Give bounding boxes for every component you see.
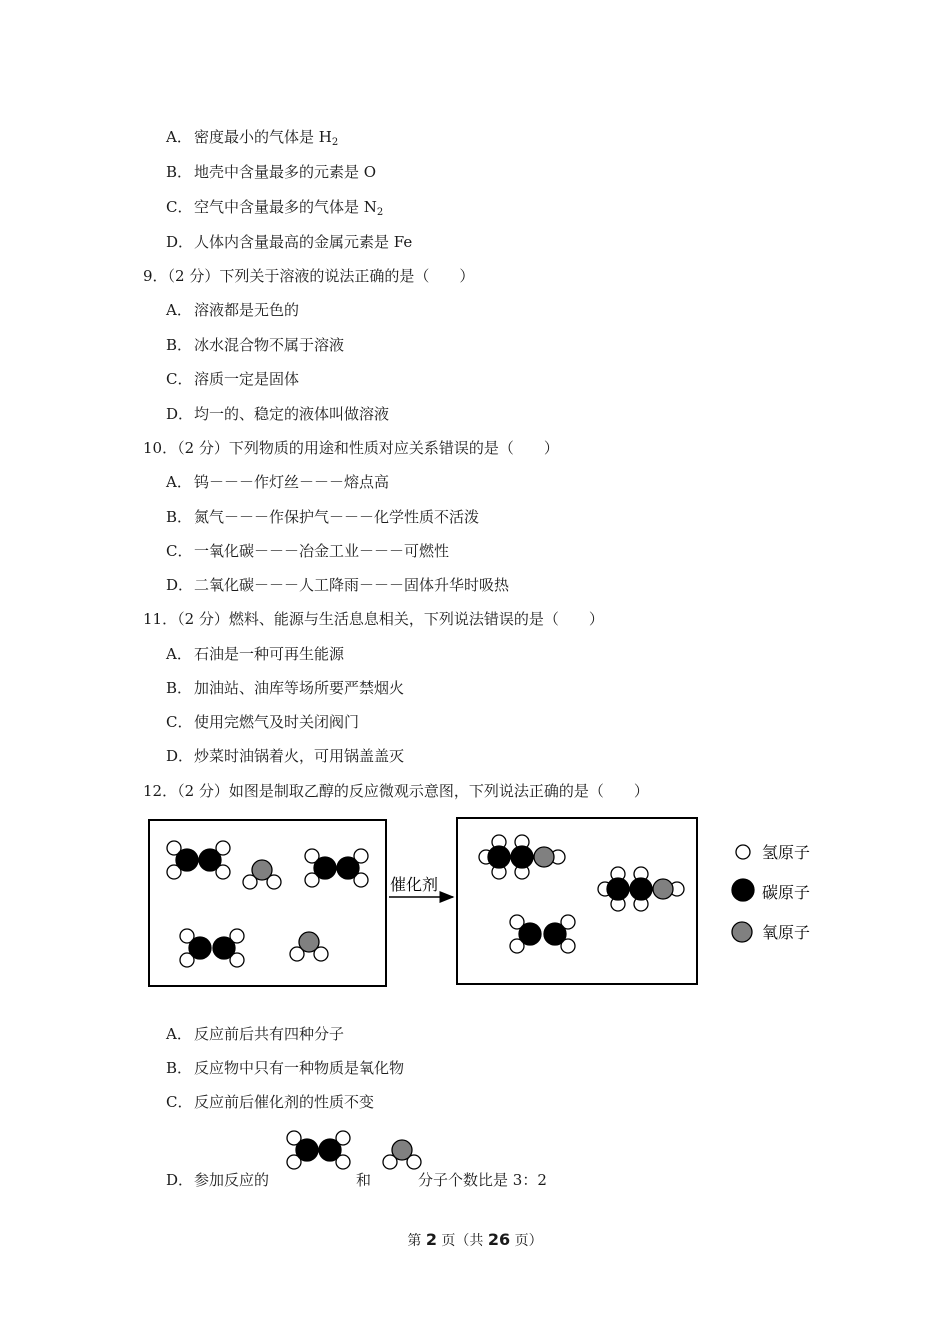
hydrogen-atom <box>492 865 506 879</box>
legend-carbon-label: 碳原子 <box>762 883 811 902</box>
hydrogen-atom <box>314 947 328 961</box>
carbon-atom <box>732 879 754 901</box>
hydrogen-atom <box>287 1155 301 1169</box>
legend-oxygen-label: 氧原子 <box>762 923 811 942</box>
hydrogen-atom <box>670 882 684 896</box>
hydrogen-atom <box>167 841 181 855</box>
q11-option-b: B． 加油站、油库等场所要严禁烟火 <box>166 679 405 697</box>
q11-option-a: A． 石油是一种可再生能源 <box>166 645 345 663</box>
hydrogen-atom <box>551 850 565 864</box>
hydrogen-atom <box>180 953 194 967</box>
hydrogen-atom <box>230 929 244 943</box>
molecule-group <box>167 835 754 1169</box>
hydrogen-atom <box>598 882 612 896</box>
q12-stem: 12．（2 分）如图是制取乙醇的反应微观示意图，下列说法正确的是（ ） <box>143 782 649 800</box>
oxygen-atom <box>392 1140 412 1160</box>
carbon-atom <box>199 849 221 871</box>
hydrogen-atom <box>243 875 257 889</box>
oxygen-atom <box>299 932 319 952</box>
q10-option-c: C． 一氧化碳－－－冶金工业－－－可燃性 <box>166 542 450 560</box>
q10-option-a: A． 钨－－－作灯丝－－－熔点高 <box>166 473 390 491</box>
hydrogen-atom <box>736 845 750 859</box>
hydrogen-atom <box>354 873 368 887</box>
legend-hydrogen-label: 氢原子 <box>762 843 811 862</box>
carbon-atom <box>630 878 652 900</box>
hydrogen-atom <box>287 1131 301 1145</box>
hydrogen-atom <box>561 915 575 929</box>
carbon-atom <box>189 937 211 959</box>
products-box <box>457 818 697 984</box>
q9-option-a: A． 溶液都是无色的 <box>166 301 300 319</box>
hydrogen-atom <box>290 947 304 961</box>
hydrogen-atom <box>167 865 181 879</box>
hydrogen-atom <box>383 1155 397 1169</box>
carbon-atom <box>511 846 533 868</box>
q10-stem: 10．（2 分）下列物质的用途和性质对应关系错误的是（ ） <box>143 439 559 457</box>
hydrogen-atom <box>510 939 524 953</box>
hydrogen-atom <box>510 915 524 929</box>
carbon-atom <box>176 849 198 871</box>
catalyst-label: 催化剂 <box>390 875 439 894</box>
q12-option-a: A． 反应前后共有四种分子 <box>166 1025 345 1043</box>
hydrogen-atom <box>267 875 281 889</box>
oxygen-atom <box>732 922 752 942</box>
hydrogen-atom <box>492 835 506 849</box>
hydrogen-atom <box>407 1155 421 1169</box>
hydrogen-atom <box>180 929 194 943</box>
reactants-box <box>149 820 386 986</box>
q9-option-c: C． 溶质一定是固体 <box>166 370 300 388</box>
hydrogen-atom <box>611 897 625 911</box>
q10-option-b: B． 氮气－－－作保护气－－－化学性质不活泼 <box>166 508 480 526</box>
q9-stem: 9．（2 分）下列关于溶液的说法正确的是（ ） <box>143 267 475 285</box>
carbon-atom <box>544 923 566 945</box>
hydrogen-atom <box>634 897 648 911</box>
carbon-atom <box>519 923 541 945</box>
q12-option-d: D．参加反应的 和 分子个数比是 3：2 <box>166 1171 547 1189</box>
hydrogen-atom <box>515 835 529 849</box>
carbon-atom <box>337 857 359 879</box>
hydrogen-atom <box>354 849 368 863</box>
q10-option-d: D．二氧化碳－－－人工降雨－－－固体升华时吸热 <box>166 576 510 594</box>
q8-option-c: C． 空气中含量最多的气体是 $N_2$ <box>166 198 384 218</box>
hydrogen-atom <box>216 841 230 855</box>
q9-option-b: B． 冰水混合物不属于溶液 <box>166 336 345 354</box>
oxygen-atom <box>653 879 673 899</box>
hydrogen-atom <box>230 953 244 967</box>
hydrogen-atom <box>515 865 529 879</box>
carbon-atom <box>488 846 510 868</box>
carbon-atom <box>213 937 235 959</box>
q8-option-d: D．人体内含量最高的金属元素是 Fe <box>166 233 413 251</box>
carbon-atom <box>314 857 336 879</box>
hydrogen-atom <box>561 939 575 953</box>
hydrogen-atom <box>305 849 319 863</box>
q12-option-b: B． 反应物中只有一种物质是氧化物 <box>166 1059 405 1077</box>
q11-option-d: D．炒菜时油锅着火，可用锅盖盖灭 <box>166 747 405 765</box>
oxygen-atom <box>252 860 272 880</box>
q9-option-d: D．均一的、稳定的液体叫做溶液 <box>166 405 390 423</box>
hydrogen-atom <box>336 1131 350 1145</box>
hydrogen-atom <box>336 1155 350 1169</box>
q12-option-c: C． 反应前后催化剂的性质不变 <box>166 1093 375 1111</box>
carbon-atom <box>296 1139 318 1161</box>
q11-stem: 11．（2 分）燃料、能源与生活息息相关，下列说法错误的是（ ） <box>143 610 604 628</box>
carbon-atom <box>607 878 629 900</box>
q8-option-b: B． 地壳中含量最多的元素是 O <box>166 163 377 181</box>
oxygen-atom <box>534 847 554 867</box>
page-footer: 第 2 页（共 26 页） <box>407 1230 543 1249</box>
hydrogen-atom <box>479 850 493 864</box>
q8-option-a: A． 密度最小的气体是 $H_2$ <box>166 128 339 148</box>
hydrogen-atom <box>634 867 648 881</box>
carbon-atom <box>319 1139 341 1161</box>
q11-option-c: C． 使用完燃气及时关闭阀门 <box>166 713 360 731</box>
hydrogen-atom <box>305 873 319 887</box>
hydrogen-atom <box>216 865 230 879</box>
hydrogen-atom <box>611 867 625 881</box>
